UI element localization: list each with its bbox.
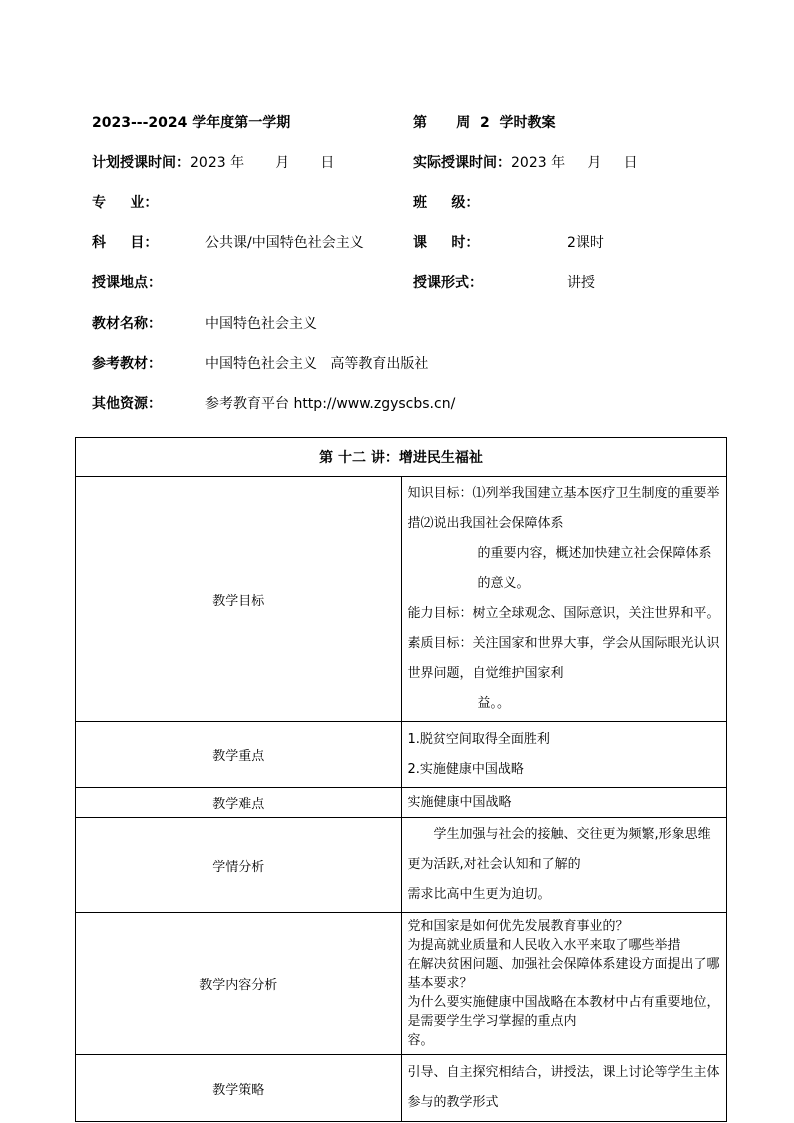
content-row — [76, 913, 727, 1055]
class-label: 班 级： — [413, 195, 480, 211]
content-line-4: 为什么要实施健康中国战略在本教材中占有重要地位，是需要学生学习掌握的重点内 — [407, 995, 720, 1029]
actual-time-value: 2023 年 月 日 — [511, 155, 638, 171]
learner-content — [402, 818, 727, 912]
form-value: 讲授 — [567, 275, 595, 291]
ability-goal: 能力目标：树立全球观念、国际意识，关注世界和平。 — [407, 606, 720, 621]
strategy-value: 引导、自主探究相结合，讲授法，课上讨论等学生主体参与的教学形式 — [407, 1065, 720, 1110]
strategy-row — [76, 1055, 727, 1122]
quality-goal-line1: 素质目标：关注国家和世界大事，学会从国际眼光认识世界问题，自觉维护国家利 — [407, 636, 720, 681]
resources-label: 其他资源： — [92, 396, 162, 412]
difficulty-label: 教学难点 — [76, 788, 402, 818]
knowledge-goal-line1: 知识目标：⑴列举我国建立基本医疗卫生制度的重要举措⑵说出我国社会保障体系 — [407, 486, 720, 531]
place-label: 授课地点： — [92, 275, 162, 291]
content-label: 教学内容分析 — [76, 913, 402, 1055]
strategy-cell — [401, 1055, 727, 1122]
objectives-row — [76, 477, 727, 722]
week-hours-title: 第 周 2 学时教案 — [413, 115, 556, 131]
plan-time-value: 2023 年 月 日 — [190, 155, 335, 171]
resources-value: 参考教育平台 http://www.zgyscbs.cn/ — [205, 396, 456, 412]
content-line-2: 为提高就业质量和人民收入水平来取了哪些举措 — [407, 938, 681, 953]
key-point-2: 2.实施健康中国战略 — [407, 761, 524, 777]
objectives-content — [402, 477, 727, 721]
reference-value: 中国特色社会主义 高等教育出版社 — [205, 356, 429, 372]
difficulty-cell — [401, 788, 727, 818]
key-points-content — [402, 723, 727, 787]
plan-time-label: 计划授课时间： — [92, 155, 190, 171]
learner-row — [76, 818, 727, 913]
content-analysis — [402, 913, 727, 1054]
difficulty-row — [76, 788, 727, 818]
learner-line1: 学生加强与社会的接触、交往更为频繁,形象思维更为活跃,对社会认知和了解的 — [407, 827, 711, 872]
content-line-1: 党和国家是如何优先发展教育事业的？ — [407, 919, 629, 934]
table-title-row — [76, 438, 727, 477]
actual-time-label: 实际授课时间： — [413, 155, 511, 171]
learner-label: 学情分析 — [76, 818, 402, 913]
actual-time-row — [413, 154, 638, 172]
strategy-label: 教学策略 — [76, 1055, 402, 1122]
subject-label: 科 目： — [92, 235, 159, 251]
form-label: 授课形式： — [413, 275, 483, 291]
quality-goal-line2: 益。。 — [477, 696, 511, 711]
hours-value: 2课时 — [567, 235, 604, 251]
hours-label: 课 时： — [413, 235, 480, 251]
difficulty-value: 实施健康中国战略 — [407, 794, 512, 810]
key-points-row — [76, 722, 727, 788]
term-title: 2023---2024 学年度第一学期 — [92, 115, 291, 131]
knowledge-goal-line2: 的重要内容，概述加快建立社会保障体系的意义。 — [477, 546, 712, 591]
learner-line2: 需求比高中生更为迫切。 — [407, 887, 551, 902]
learner-cell — [401, 818, 727, 913]
subject-value: 公共课/中国特色社会主义 — [205, 235, 364, 251]
textbook-value: 中国特色社会主义 — [205, 316, 317, 332]
lesson-plan-table — [75, 437, 727, 1122]
major-label: 专 业： — [92, 195, 159, 211]
plan-time-row — [92, 154, 334, 172]
key-point-1: 1.脱贫空间取得全面胜利 — [407, 731, 550, 747]
textbook-label: 教材名称： — [92, 316, 162, 332]
content-line-5: 容。 — [407, 1033, 434, 1048]
reference-label: 参考教材： — [92, 356, 162, 372]
objectives-cell — [401, 477, 727, 722]
content-line-3: 在解决贫困问题、加强社会保障体系建设方面提出了哪基本要求？ — [407, 957, 720, 991]
content-cell — [401, 913, 727, 1055]
lecture-title: 第 十二 讲：增进民生福祉 — [76, 438, 727, 477]
key-points-cell — [401, 722, 727, 788]
key-points-label: 教学重点 — [76, 722, 402, 788]
objectives-label: 教学目标 — [76, 477, 402, 722]
